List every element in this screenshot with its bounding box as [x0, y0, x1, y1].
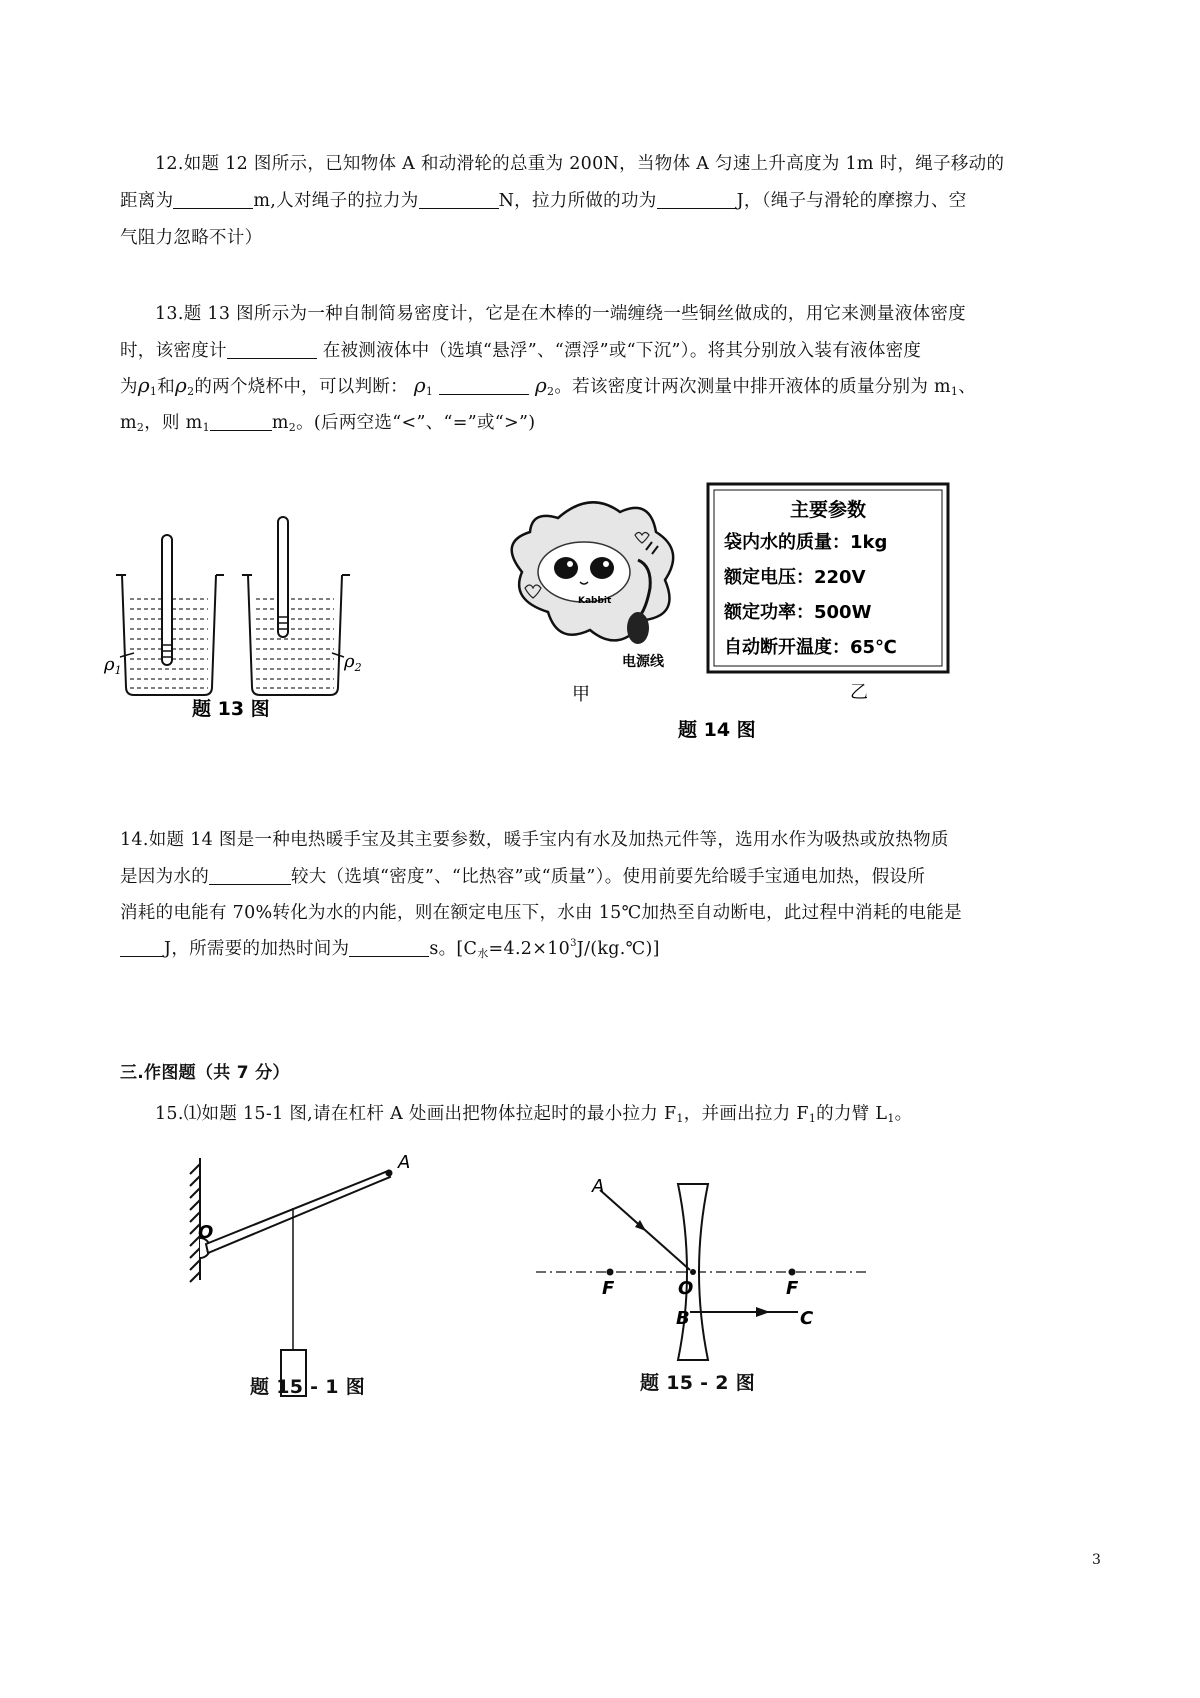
q15-sub: 1 — [676, 1112, 684, 1125]
q12-text-c: N，拉力所做的功为 — [498, 191, 657, 211]
q14-text-c: s。[C — [429, 939, 478, 959]
m-sub: 1 — [950, 385, 959, 398]
q13-text-mass: 。若该密度计两次测量中排开液体的质量分别为 m — [554, 377, 951, 397]
q14-blank-energy[interactable] — [120, 938, 164, 957]
label-o: O — [678, 1278, 694, 1299]
param-mass: 袋内水的质量：1kg — [724, 532, 888, 553]
label-o: O — [198, 1222, 214, 1243]
optical-center — [690, 1269, 696, 1275]
label-c: C — [800, 1308, 814, 1329]
label-jia: 甲 — [572, 684, 590, 705]
q14-text-f: J/(kg.℃)] — [576, 939, 660, 959]
section-3-heading: 三.作图题（共 7 分） — [120, 1063, 290, 1083]
q13-text-b: 在被测液体中（选填“悬浮”、“漂浮”或“下沉”）。将其分别放入装有液体密度 — [322, 341, 922, 361]
rho-sub: 1 — [149, 385, 158, 398]
plug-label: 电源线 — [622, 654, 664, 670]
param-voltage: 额定电压：220V — [724, 567, 866, 588]
fig15-1-caption: 题 15 - 1 图 — [250, 1376, 366, 1398]
hydrometer-right — [278, 517, 288, 637]
q12-blank-distance[interactable] — [173, 190, 253, 209]
lever — [206, 1171, 390, 1253]
q13-text-then: ，则 m — [144, 413, 203, 433]
q13-blank-compare-rho[interactable] — [439, 376, 529, 395]
m-sub: 1 — [202, 421, 210, 434]
q13-line1: 13.题 13 图所示为一种自制简易密度计，它是在木棒的一端缠绕一些铜丝做成的，用它来测量液体密度 — [155, 304, 966, 324]
q13-text-comma: 、 — [958, 377, 977, 397]
q15-sub: 1 — [808, 1112, 817, 1125]
q15-text-c: ，并画出拉力 F — [683, 1104, 809, 1124]
q13-text-judge: 的两个烧杯中，可以判断： — [194, 377, 408, 397]
q13-text-wei: 为 — [120, 377, 138, 397]
label-b: B — [676, 1308, 690, 1329]
q14-blank-property[interactable] — [209, 866, 291, 885]
q13-text-he: 和 — [157, 377, 175, 397]
rho-sub: 2 — [187, 385, 195, 398]
beaker-right — [242, 575, 350, 695]
q14-line2 — [120, 863, 925, 888]
rho-symbol: ρ — [137, 373, 150, 397]
q13-line2 — [120, 337, 921, 362]
rho-symbol: ρ — [534, 373, 548, 397]
param-power: 额定功率：500W — [724, 602, 872, 623]
q15-sub: 1 — [887, 1112, 895, 1125]
q13-blank-compare-mass[interactable] — [210, 412, 272, 431]
q12-text-d: J，（绳子与滑轮的摩擦力、空 — [736, 191, 967, 211]
rho-symbol: ρ — [175, 373, 188, 397]
figure-14 — [480, 480, 1040, 750]
q14-text-d: =4.2×10 — [488, 939, 571, 959]
liquid-right — [256, 599, 334, 688]
figure-15-2 — [530, 1160, 880, 1360]
param-temperature: 自动断开温度：65℃ — [724, 637, 897, 658]
wall — [190, 1158, 200, 1282]
q13-text-a: 时，该密度计 — [120, 341, 227, 361]
q13-text-m: m — [120, 413, 137, 433]
arrow-icon — [756, 1307, 770, 1317]
m-sub: 2 — [288, 421, 297, 434]
q15-text-e: 的力臂 L — [816, 1104, 888, 1124]
q13-blank-state[interactable] — [227, 340, 317, 359]
figure-13 — [100, 505, 420, 735]
q14-text-b: 较大（选填“密度”、“比热容”或“质量”）。使用前要先给暖手宝通电加热，假设所 — [291, 867, 926, 887]
m-sub: 2 — [136, 421, 145, 434]
fig14-caption: 题 14 图 — [678, 719, 756, 741]
q14-text-a: 是因为水的 — [120, 867, 209, 887]
fig13-caption: 题 13 图 — [192, 698, 270, 720]
point-a — [386, 1170, 393, 1177]
toy-text: Kabbit — [578, 596, 612, 606]
q13-line4 — [120, 409, 535, 434]
q13-line3 — [120, 373, 976, 398]
q12-blank-force[interactable] — [419, 190, 499, 209]
label-f-left: F — [602, 1278, 615, 1299]
q15-text-g: 。 — [894, 1104, 913, 1124]
q14-line3: 消耗的电能有 70%转化为水的内能，则在额定电压下，水由 15℃加热至自动断电，此过程中消耗的电能是 — [120, 903, 962, 923]
q14-line1: 14.如题 14 图是一种电热暖手宝及其主要参数，暖手宝内有水及加热元件等，选用水作为吸热或放热物质 — [120, 830, 949, 850]
page-number: 3 — [1092, 1552, 1101, 1568]
q13-text-options: 。(后两空选“<”、“=”或“>”) — [296, 413, 536, 433]
q15-line1 — [155, 1100, 912, 1125]
q12-text-a: 距离为 — [120, 191, 174, 211]
q13-text-m2: m — [271, 413, 289, 433]
rho-sub: 1 — [425, 385, 434, 398]
rho-sub: 2 — [547, 385, 555, 398]
q14-text-time: J，所需要的加热时间为 — [164, 939, 350, 959]
focus-left — [607, 1269, 614, 1276]
fig15-2-caption: 题 15 - 2 图 — [640, 1372, 756, 1394]
q12-blank-work[interactable] — [657, 190, 737, 209]
q12-line2 — [120, 187, 967, 212]
q14-sub-water: 水 — [477, 947, 489, 960]
label-a: A — [592, 1176, 605, 1197]
label-yi: 乙 — [850, 682, 868, 703]
q14-line4 — [120, 935, 660, 961]
params-title: 主要参数 — [789, 499, 867, 521]
q15-text-a: 15.⑴如题 15-1 图,请在杠杆 A 处画出把物体拉起时的最小拉力 F — [155, 1104, 677, 1124]
focus-right — [789, 1269, 796, 1276]
q14-sup-exp: 3 — [570, 938, 577, 949]
q12-line1: 12.如题 12 图所示，已知物体 A 和动滑轮的总重为 200N，当物体 A 匀速上升高度为 1m 时，绳子移动的 — [155, 154, 1005, 174]
label-rho1: $\rho_1$ — [104, 654, 122, 677]
figure-15-1 — [160, 1150, 460, 1400]
q12-line3: 气阻力忽略不计） — [120, 228, 263, 248]
rho-symbol: ρ — [413, 373, 426, 397]
label-rho2: $\rho_2$ — [344, 651, 362, 674]
q12-text-b: m,人对绳子的拉力为 — [253, 191, 419, 211]
label-f-right: F — [786, 1278, 799, 1299]
label-a: A — [398, 1152, 411, 1173]
q14-blank-time[interactable] — [349, 938, 429, 957]
